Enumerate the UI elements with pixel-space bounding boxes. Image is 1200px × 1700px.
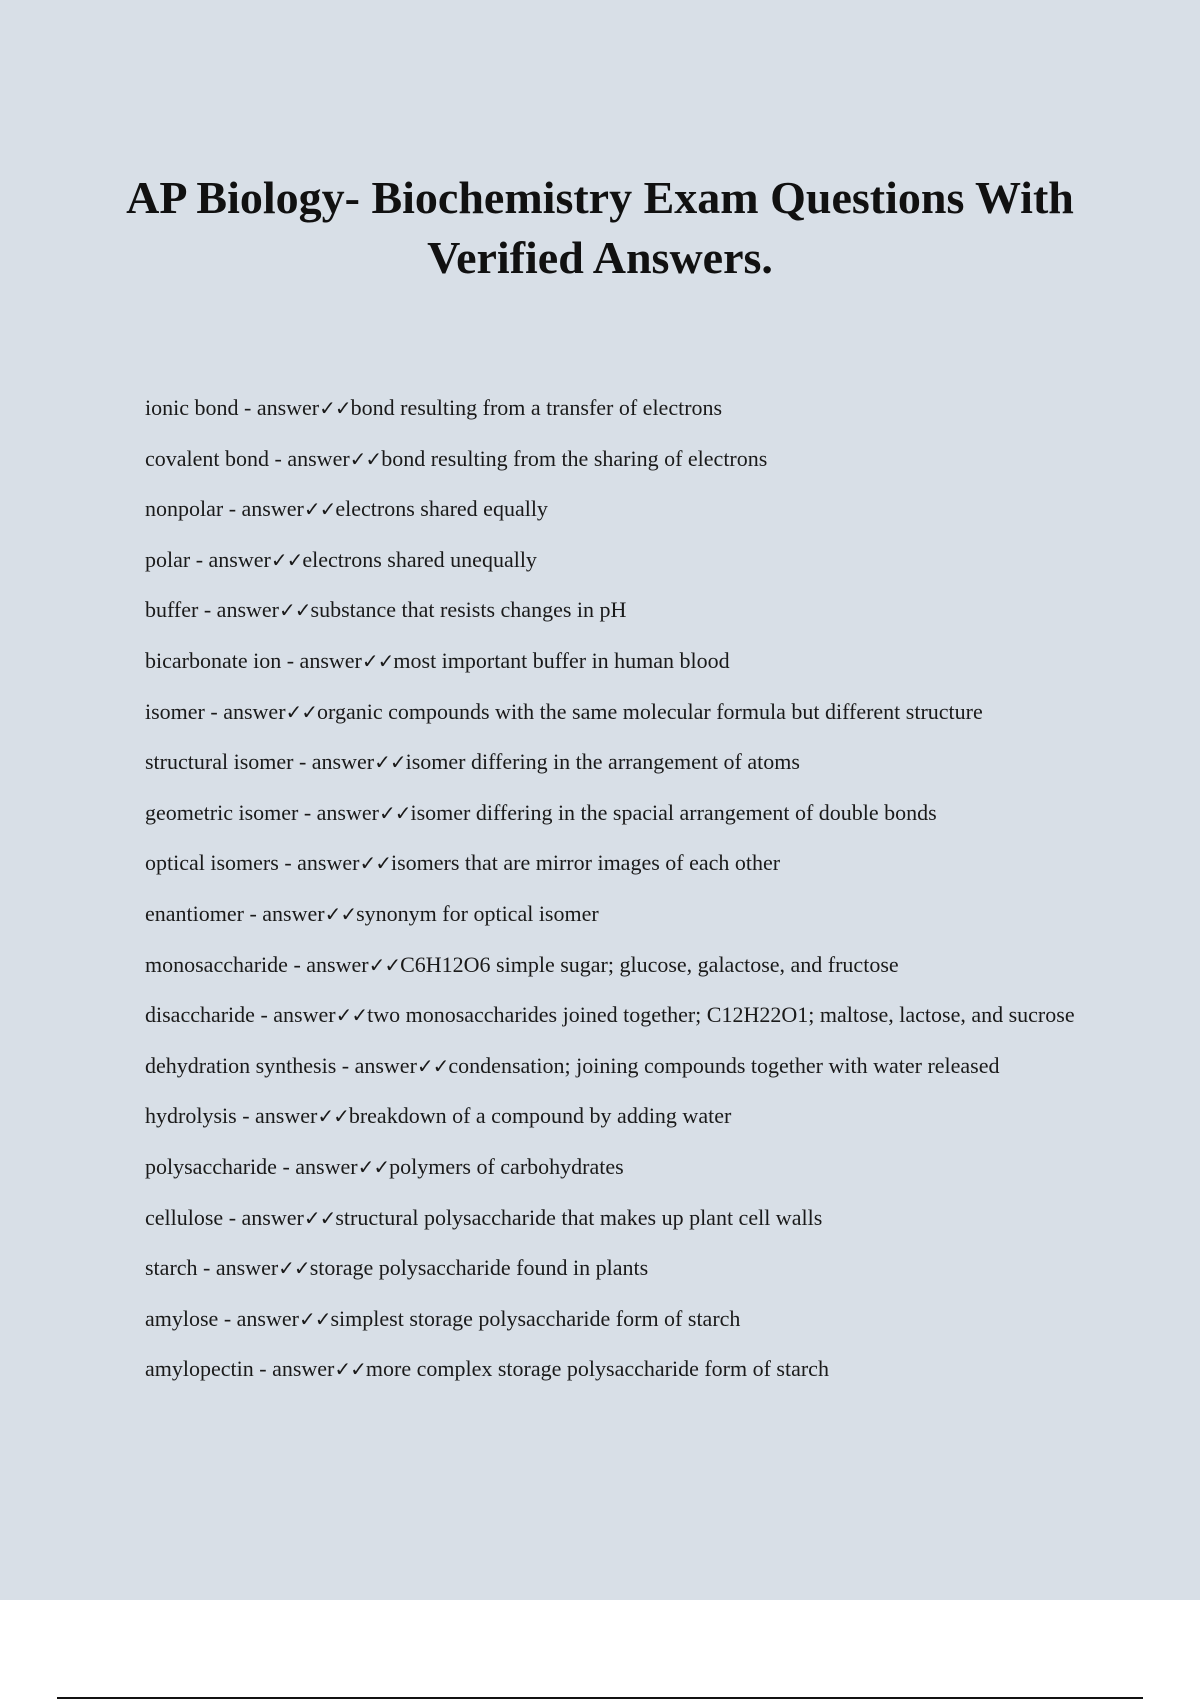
- checkmark-icon: ✓✓: [335, 1003, 368, 1028]
- qa-separator: - answer: [204, 698, 286, 724]
- qa-term: buffer: [145, 597, 199, 623]
- qa-term: geometric isomer: [145, 799, 299, 825]
- qa-term: polar: [145, 546, 191, 572]
- qa-separator: - answer: [276, 1153, 358, 1179]
- list-item: [145, 1100, 1080, 1132]
- list-item: [145, 1353, 1080, 1385]
- qa-definition: bond resulting from a transfer of electrons: [350, 395, 723, 420]
- qa-separator: - answer: [293, 749, 375, 775]
- list-item: [145, 1303, 1080, 1335]
- checkmark-icon: ✓✓: [278, 1256, 310, 1281]
- qa-separator: - answer: [281, 647, 362, 673]
- qa-term: starch: [145, 1255, 198, 1281]
- qa-separator: - answer: [298, 799, 379, 825]
- qa-separator: - answer: [223, 1204, 304, 1230]
- checkmark-icon: ✓✓: [368, 952, 401, 977]
- list-item: [145, 797, 1080, 829]
- qa-separator: - answer: [243, 900, 325, 926]
- list-item: [145, 493, 1080, 525]
- qa-term: polysaccharide: [145, 1153, 277, 1179]
- checkmark-icon: ✓✓: [270, 547, 303, 572]
- qa-separator: - answer: [287, 951, 369, 977]
- qa-definition: substance that resists changes in pH: [310, 597, 627, 623]
- qa-list: [145, 392, 1080, 1404]
- list-item: [145, 999, 1080, 1031]
- qa-term: structural isomer: [145, 749, 294, 775]
- checkmark-icon: ✓✓: [416, 1053, 449, 1078]
- qa-term: dehydration synthesis: [145, 1052, 337, 1078]
- list-item: [145, 696, 1080, 728]
- qa-definition: isomers that are mirror images of each other: [390, 850, 781, 876]
- checkmark-icon: ✓✓: [378, 800, 411, 825]
- qa-term: enantiomer: [145, 900, 244, 926]
- list-item: [145, 847, 1080, 879]
- qa-definition: two monosaccharides joined together; C12H22O1; maltose, lactose, and sucrose: [367, 1002, 1075, 1028]
- checkmark-icon: ✓✓: [359, 851, 391, 876]
- qa-definition: simplest storage polysaccharide form of starch: [330, 1305, 741, 1331]
- list-item: [145, 949, 1080, 981]
- qa-definition: storage polysaccharide found in plants: [309, 1255, 649, 1281]
- qa-separator: - answer: [253, 1356, 335, 1382]
- qa-separator: - answer: [197, 1255, 279, 1281]
- qa-separator: - answer: [278, 850, 360, 876]
- qa-term: ionic bond: [145, 395, 239, 420]
- qa-separator: - answer: [218, 1305, 299, 1331]
- checkmark-icon: ✓✓: [303, 497, 336, 522]
- qa-definition: polymers of carbohydrates: [389, 1153, 624, 1179]
- list-item: [145, 1151, 1080, 1183]
- qa-term: covalent bond: [145, 445, 270, 471]
- qa-definition: structural polysaccharide that makes up plant cell walls: [335, 1204, 823, 1230]
- checkmark-icon: ✓✓: [319, 396, 351, 420]
- qa-term: nonpolar: [145, 496, 224, 522]
- qa-definition: breakdown of a compound by adding water: [348, 1103, 732, 1129]
- qa-definition: most important buffer in human blood: [393, 647, 730, 673]
- list-item: [145, 645, 1080, 677]
- qa-definition: C6H12O6 simple sugar; glucose, galactose, and fructose: [400, 951, 899, 977]
- qa-term: monosaccharide: [145, 951, 288, 977]
- qa-definition: more complex storage polysaccharide form of starch: [365, 1356, 829, 1382]
- checkmark-icon: ✓✓: [357, 1154, 390, 1179]
- checkmark-icon: ✓✓: [324, 901, 357, 926]
- qa-separator: - answer: [198, 597, 279, 623]
- list-item: [145, 1050, 1080, 1082]
- footer-divider: [57, 1697, 1143, 1699]
- checkmark-icon: ✓✓: [374, 750, 406, 775]
- list-item: [145, 1202, 1080, 1234]
- qa-definition: electrons shared unequally: [302, 546, 537, 572]
- list-item: [145, 392, 1080, 424]
- qa-definition: isomer differing in the arrangement of atoms: [405, 749, 800, 775]
- checkmark-icon: ✓✓: [285, 699, 318, 724]
- qa-separator: - answer: [236, 1103, 318, 1129]
- qa-definition: synonym for optical isomer: [356, 900, 599, 926]
- qa-definition: organic compounds with the same molecular formula but different structure: [317, 698, 983, 724]
- checkmark-icon: ✓✓: [361, 648, 394, 673]
- qa-term: amylopectin: [145, 1356, 254, 1382]
- qa-separator: - answer: [238, 395, 320, 420]
- qa-term: optical isomers: [145, 850, 279, 876]
- qa-separator: - answer: [190, 546, 271, 572]
- qa-term: amylose: [145, 1305, 219, 1331]
- qa-term: cellulose: [145, 1204, 224, 1230]
- qa-separator: - answer: [223, 496, 304, 522]
- checkmark-icon: ✓✓: [349, 446, 382, 471]
- page-title: AP Biology- Biochemistry Exam Questions With Verified Answers.: [126, 172, 1074, 283]
- qa-separator: - answer: [336, 1052, 417, 1078]
- qa-term: isomer: [145, 698, 205, 724]
- checkmark-icon: ✓✓: [303, 1205, 336, 1230]
- list-item: [145, 898, 1080, 930]
- checkmark-icon: ✓✓: [298, 1306, 331, 1331]
- qa-term: bicarbonate ion: [145, 647, 282, 673]
- qa-definition: electrons shared equally: [335, 496, 548, 522]
- checkmark-icon: ✓✓: [317, 1104, 349, 1129]
- qa-separator: - answer: [269, 445, 350, 471]
- qa-definition: condensation; joining compounds together with water released: [448, 1052, 1000, 1078]
- qa-definition: isomer differing in the spacial arrangement of double bonds: [410, 799, 937, 825]
- list-item: [145, 443, 1080, 475]
- checkmark-icon: ✓✓: [334, 1357, 366, 1382]
- list-item: [145, 746, 1080, 778]
- qa-term: disaccharide: [145, 1002, 255, 1028]
- qa-term: hydrolysis: [145, 1103, 237, 1129]
- list-item: [145, 1252, 1080, 1284]
- checkmark-icon: ✓✓: [279, 598, 311, 623]
- list-item: [145, 544, 1080, 576]
- qa-definition: bond resulting from the sharing of electrons: [381, 445, 768, 471]
- qa-separator: - answer: [254, 1002, 336, 1028]
- list-item: [145, 594, 1080, 626]
